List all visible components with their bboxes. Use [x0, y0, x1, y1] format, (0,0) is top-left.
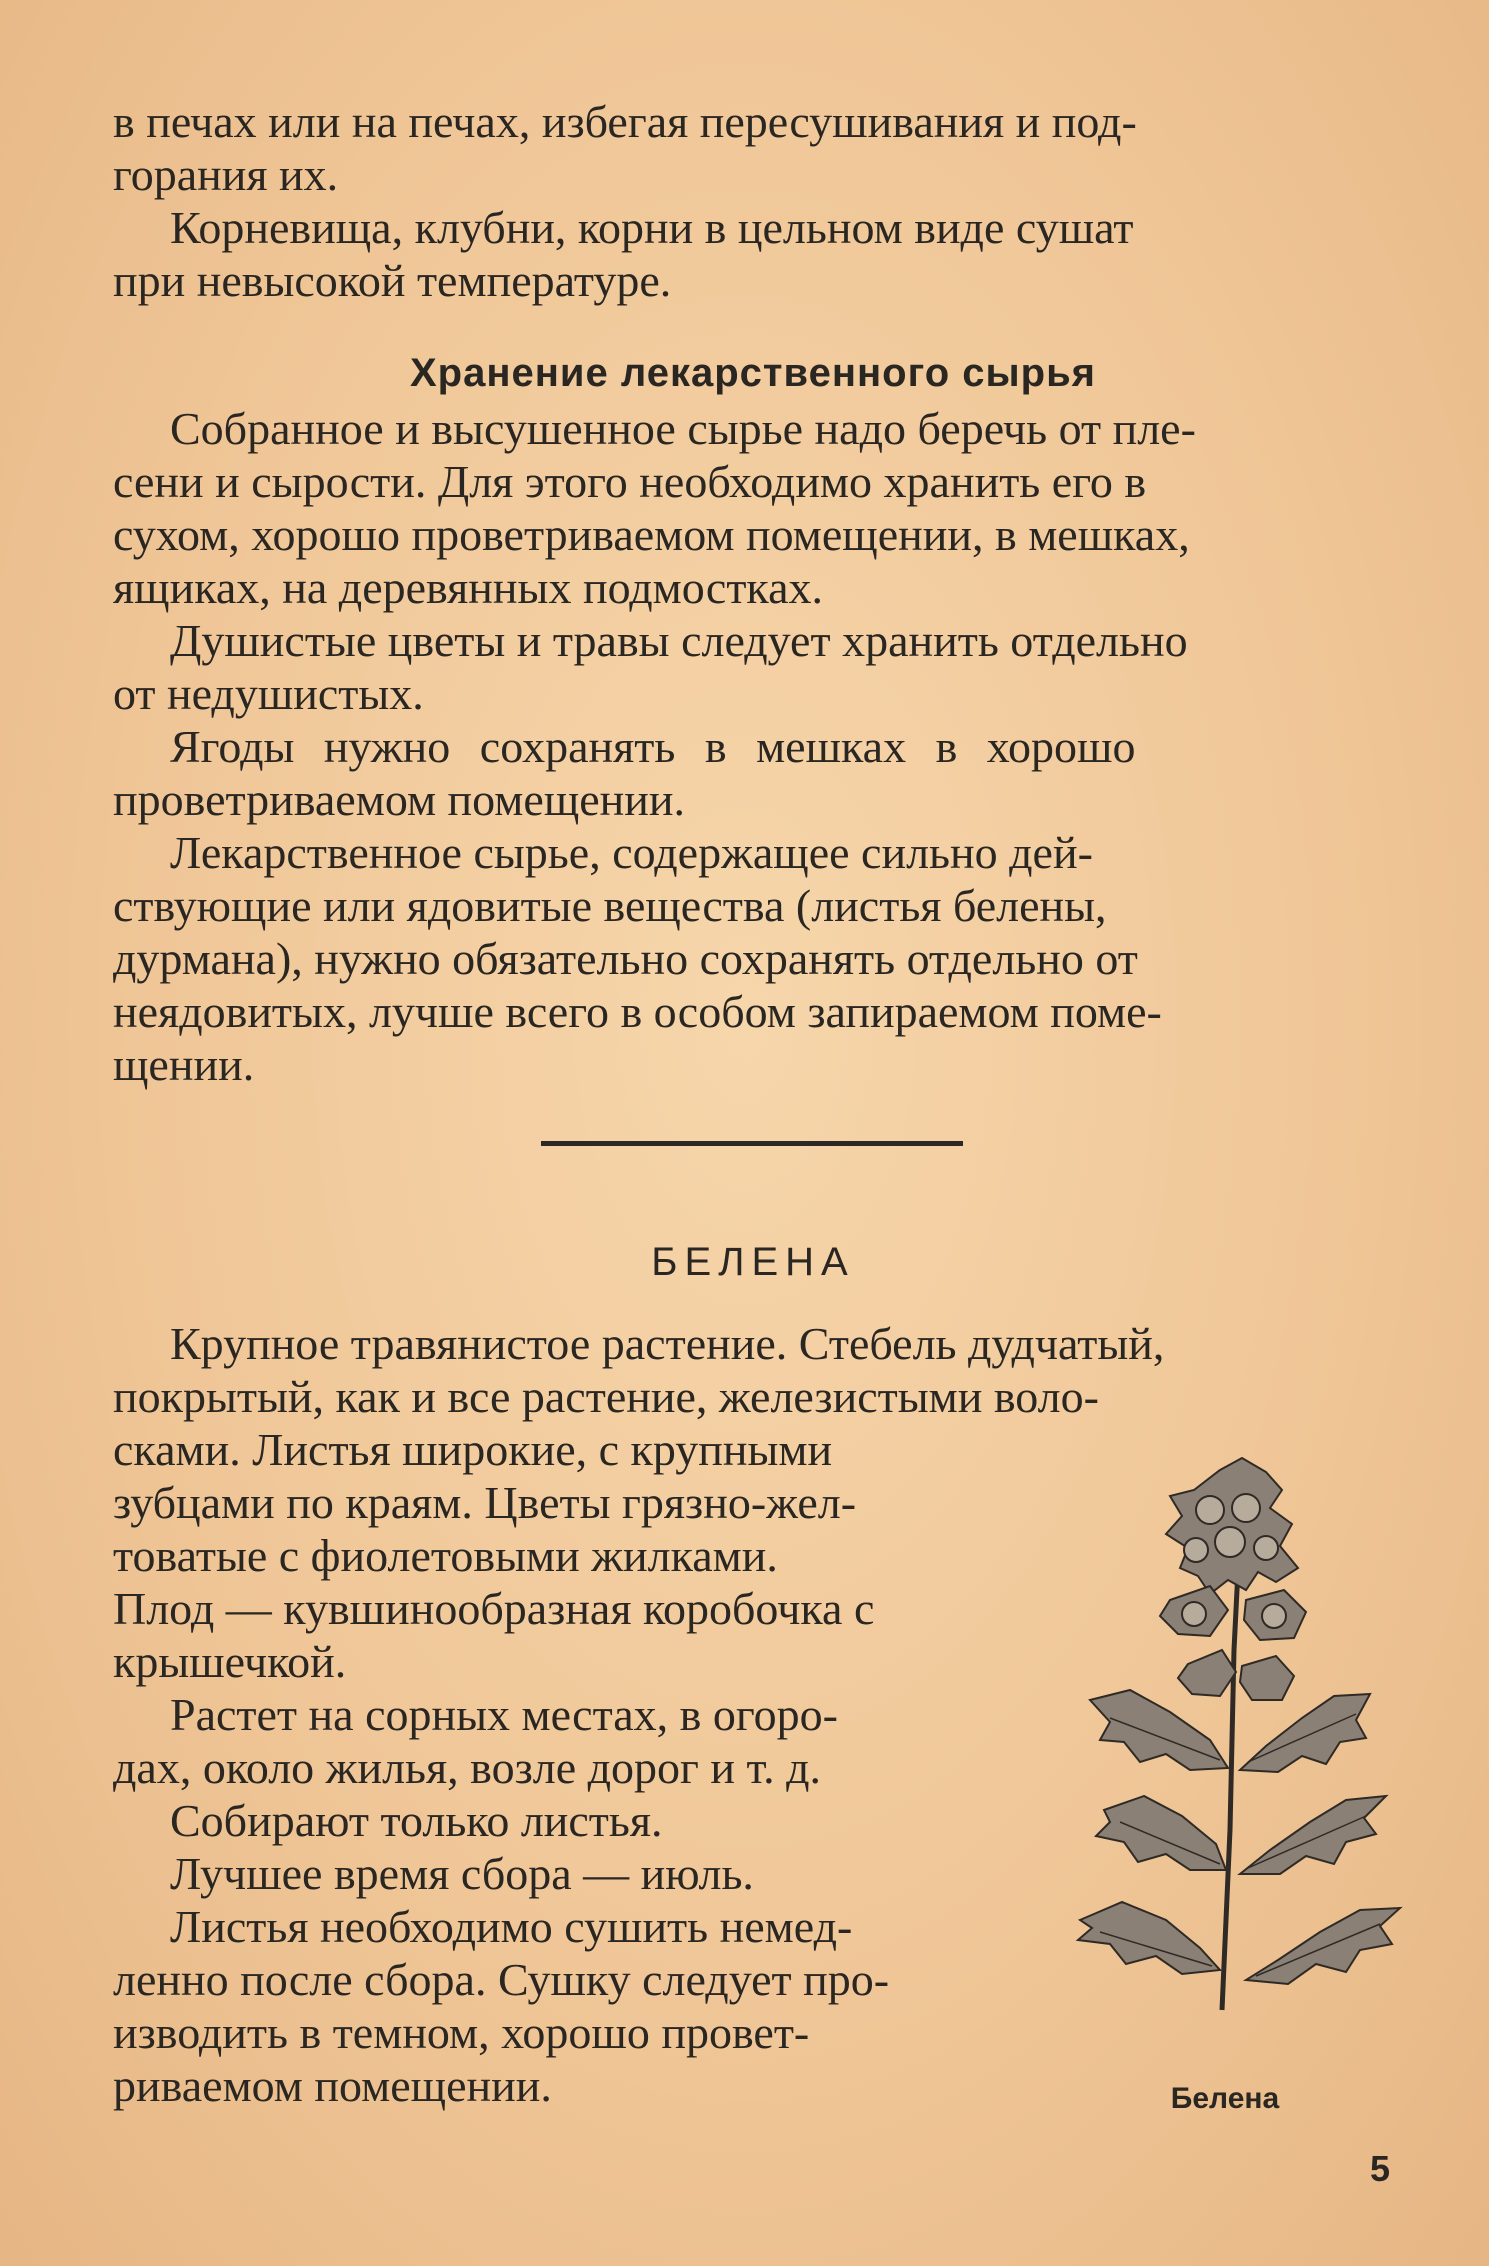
text-line: сухом, хорошо проветриваемом помещении, в мешках, — [113, 509, 1190, 560]
text-line: Корневища, клубни, корни в цельном виде сушат — [170, 202, 1134, 253]
text-line: изводить в темном, хорошо провет- — [113, 2007, 810, 2058]
belena-column — [113, 1423, 1025, 2112]
text-line: сени и сырости. Для этого необходимо хранить его в — [113, 456, 1147, 507]
article-title: БЕЛЕНА — [651, 1240, 855, 1284]
text-line: дах, около жилья, возле дорог и т. д. — [113, 1742, 822, 1793]
text-line: щении. — [113, 1039, 255, 1090]
text-line: покрытый, как и все растение, железистыми воло- — [113, 1371, 1099, 1422]
text-line: Листья необходимо сушить немед- — [170, 1901, 853, 1952]
text-line: ленно после сбора. Сушку следует про- — [113, 1954, 890, 2005]
text-line: сками. Листья широкие, с крупными — [113, 1424, 833, 1475]
text-line: крышечкой. — [113, 1636, 347, 1687]
figure-caption: Белена — [1170, 2082, 1280, 2115]
belena-intro — [113, 1317, 1393, 1423]
text-line: дурмана), нужно обязательно сохранять отдельно от — [113, 933, 1138, 984]
text-line: Лучшее время сбора — июль. — [170, 1848, 754, 1899]
text-line: Плод — кувшинообразная коробочка с — [113, 1583, 875, 1634]
text-line: Собирают только листья. — [170, 1795, 663, 1846]
text-line: ящиках, на деревянных подмостках. — [113, 562, 823, 613]
text-line: товатые с фиолетовыми жилками. — [113, 1530, 778, 1581]
text-line: Собранное и высушенное сырье надо беречь от пле- — [170, 403, 1196, 454]
page-body — [113, 95, 1393, 1091]
text-line: Лекарственное сырье, содержащее сильно дей- — [170, 827, 1093, 878]
text-line: Крупное травянистое растение. Стебель дудчатый, — [170, 1318, 1165, 1369]
henbane-plant-illustration — [1070, 1450, 1410, 2060]
page-number: 5 — [1370, 2148, 1391, 2189]
text-line: Растет на сорных местах, в огоро- — [170, 1689, 838, 1740]
text-line: горания их. — [113, 149, 339, 200]
text-line: зубцами по краям. Цветы грязно-жел- — [113, 1477, 857, 1528]
text-line: Душистые цветы и травы следует хранить отдельно — [170, 615, 1188, 666]
text-line: в печах или на печах, избегая пересушивания и под- — [113, 96, 1137, 147]
text-line: при невысокой температуре. — [113, 255, 672, 306]
text-line: проветриваемом помещении. — [113, 774, 686, 825]
section-divider — [541, 1141, 963, 1146]
text-line: неядовитых, лучше всего в особом запираемом поме- — [113, 986, 1162, 1037]
text-line: от недушистых. — [113, 668, 424, 719]
text-line: риваемом помещении. — [113, 2060, 552, 2111]
text-line: Ягоды нужно сохранять в мешках в хорошо — [170, 721, 1136, 772]
section-heading: Хранение лекарственного сырья — [409, 351, 1097, 395]
text-line: ствующие или ядовитые вещества (листья белены, — [113, 880, 1107, 931]
